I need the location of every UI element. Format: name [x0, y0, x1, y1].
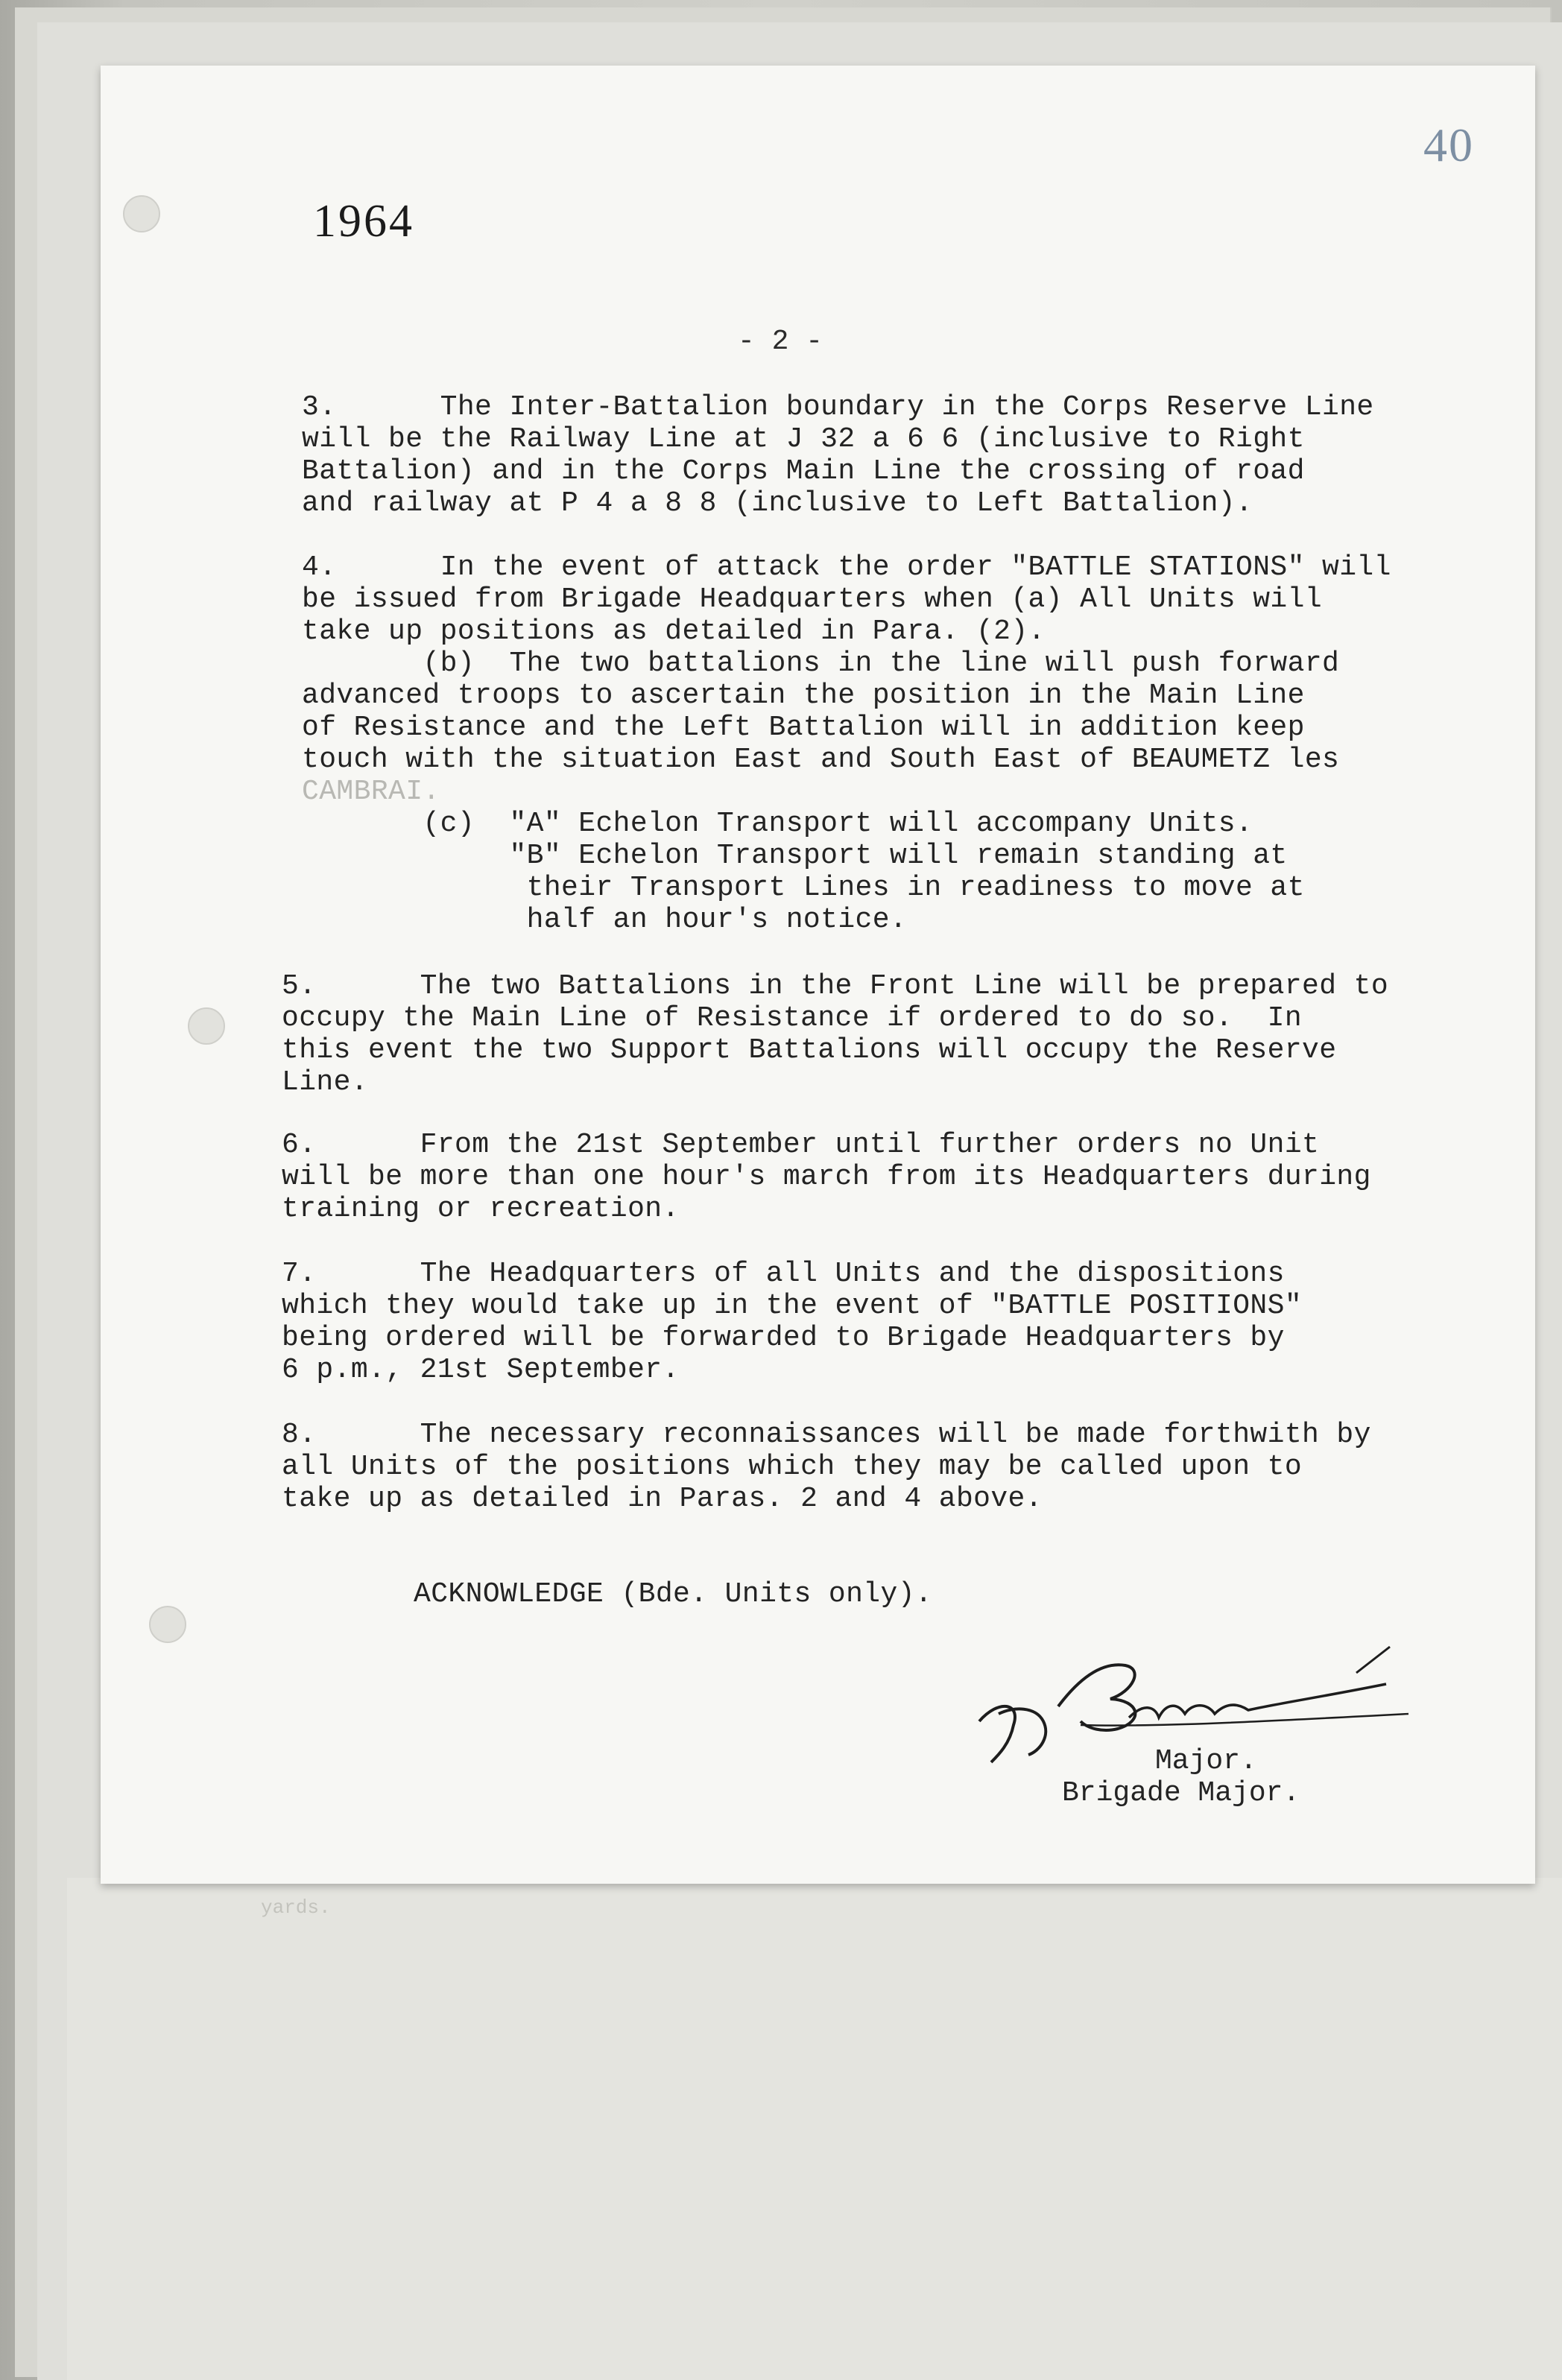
text-line: 5. The two Battalions in the Front Line will be prepared to [282, 970, 1389, 1002]
text-line: (b) The two battalions in the line will push forward [302, 648, 1340, 680]
text-line: touch with the situation East and South East of BEAUMETZ les [302, 744, 1340, 776]
punch-hole [123, 195, 160, 232]
folio-number: 40 [1423, 118, 1474, 171]
text-line: 8. The necessary reconnaissances will be made forthwith by [282, 1419, 1371, 1451]
text-line: of Resistance and the Left Battalion will in addition keep [302, 712, 1305, 744]
text-line: 7. The Headquarters of all Units and the dispositions [282, 1258, 1285, 1290]
text-line: take up as detailed in Paras. 2 and 4 above. [282, 1483, 1043, 1515]
text-line: take up positions as detailed in Para. (2). [302, 615, 1046, 648]
text-line: and railway at P 4 a 8 8 (inclusive to Left Battalion). [302, 487, 1253, 519]
text-line: 4. In the event of attack the order "BATTLE STATIONS" will [302, 551, 1391, 583]
text-line: which they would take up in the event of "BATTLE POSITIONS" [282, 1290, 1303, 1322]
text-line: training or recreation. [282, 1193, 680, 1225]
text-line: 6 p.m., 21st September. [282, 1354, 680, 1386]
text-line: will be the Railway Line at J 32 a 6 6 (inclusive to Right [302, 423, 1305, 455]
text-line: Battalion) and in the Corps Main Line the crossing of road [302, 455, 1305, 487]
text-line: this event the two Support Battalions will occupy the Reserve [282, 1034, 1337, 1066]
text-line: half an hour's notice. [302, 904, 908, 936]
punch-hole [149, 1606, 186, 1643]
text-line: occupy the Main Line of Resistance if ordered to do so. In [282, 1002, 1303, 1034]
text-line: (c) "A" Echelon Transport will accompany Units. [302, 808, 1253, 840]
text-line: advanced troops to ascertain the position in the Main Line [302, 680, 1305, 712]
underlying-sheet-text: yards. [261, 1896, 331, 1919]
page-number: - 2 - [738, 326, 823, 358]
text-line: be issued from Brigade Headquarters when (a) All Units will [302, 583, 1323, 615]
underlying-sheet [67, 1878, 1562, 2380]
text-line: their Transport Lines in readiness to move at [302, 872, 1305, 904]
text-line: being ordered will be forwarded to Brigade Headquarters by [282, 1322, 1285, 1354]
text-line: 3. The Inter-Battalion boundary in the Corps Reserve Line [302, 391, 1374, 423]
signatory-title: Brigade Major. [1062, 1777, 1300, 1809]
acknowledge-line: ACKNOWLEDGE (Bde. Units only). [414, 1578, 933, 1610]
text-line: will be more than one hour's march from its Headquarters during [282, 1161, 1371, 1193]
text-line: 6. From the 21st September until further orders no Unit [282, 1129, 1320, 1161]
text-line: "B" Echelon Transport will remain standing at [302, 840, 1288, 872]
text-line: Line. [282, 1066, 369, 1098]
file-number: 1964 [313, 196, 414, 247]
punch-hole [188, 1007, 225, 1045]
text-line: CAMBRAI. [302, 776, 440, 808]
text-line: all Units of the positions which they may be called upon to [282, 1451, 1303, 1483]
signatory-rank: Major. [1155, 1745, 1257, 1777]
